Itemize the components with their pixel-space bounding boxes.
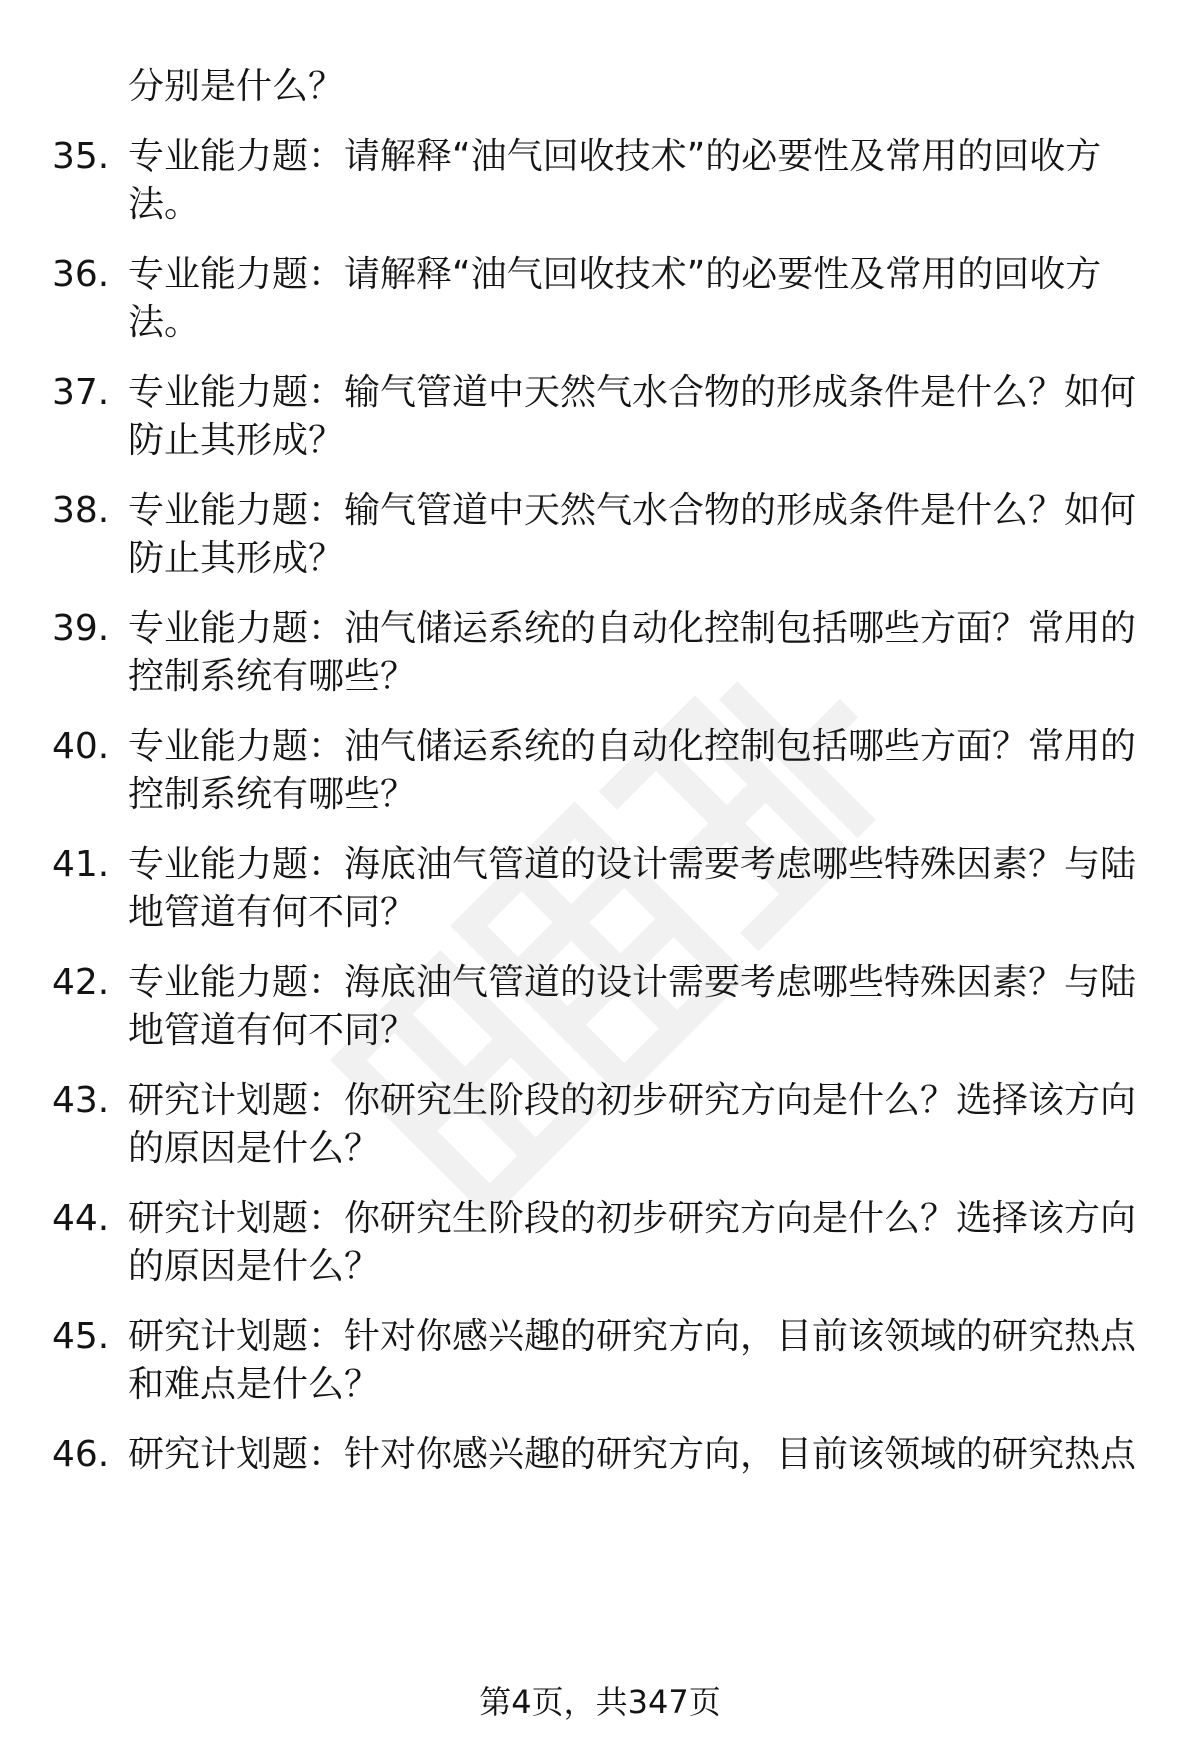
question-number: 35. bbox=[52, 136, 110, 177]
question-text-line1: 研究计划题：你研究生阶段的初步研究方向是什么？选择该方向 bbox=[128, 1080, 1137, 1121]
question-text-line1: 研究计划题：针对你感兴趣的研究方向，目前该领域的研究热点 bbox=[128, 1316, 1137, 1357]
question-number: 45. bbox=[52, 1316, 110, 1357]
question-number: 39. bbox=[52, 608, 110, 649]
question-text-line2: 控制系统有哪些？ bbox=[128, 774, 417, 815]
page-footer: 第4页，共347页 bbox=[479, 1683, 721, 1721]
question-text-line1: 专业能力题：输气管道中天然气水合物的形成条件是什么？如何 bbox=[128, 372, 1137, 413]
question-number: 41. bbox=[52, 844, 110, 885]
question-text-line2: 法。 bbox=[128, 184, 201, 225]
question-text-line1: 专业能力题：请解释“油气回收技术”的必要性及常用的回收方 bbox=[128, 136, 1102, 177]
question-number: 43. bbox=[52, 1080, 110, 1121]
question-text-line1: 研究计划题：你研究生阶段的初步研究方向是什么？选择该方向 bbox=[128, 1198, 1137, 1239]
question-text-line2: 和难点是什么？ bbox=[128, 1364, 381, 1405]
question-text-line2: 法。 bbox=[128, 302, 201, 343]
question-text-line1: 专业能力题：海底油气管道的设计需要考虑哪些特殊因素？与陆 bbox=[128, 962, 1137, 1003]
question-text-line2: 防止其形成？ bbox=[128, 420, 345, 461]
question-text-line2: 地管道有何不同？ bbox=[128, 1010, 417, 1051]
continued-text: 分别是什么？ bbox=[128, 66, 345, 107]
question-text-line2: 的原因是什么？ bbox=[128, 1246, 381, 1287]
question-number: 36. bbox=[52, 254, 110, 295]
question-number: 40. bbox=[52, 726, 110, 767]
question-text-line1: 研究计划题：针对你感兴趣的研究方向，目前该领域的研究热点 bbox=[128, 1434, 1137, 1475]
question-number: 37. bbox=[52, 372, 110, 413]
question-text-line1: 专业能力题：请解释“油气回收技术”的必要性及常用的回收方 bbox=[128, 254, 1102, 295]
question-text-line2: 防止其形成？ bbox=[128, 538, 345, 579]
question-text-line1: 专业能力题：输气管道中天然气水合物的形成条件是什么？如何 bbox=[128, 490, 1137, 531]
question-text-line1: 专业能力题：海底油气管道的设计需要考虑哪些特殊因素？与陆 bbox=[128, 844, 1137, 885]
question-number: 42. bbox=[52, 962, 110, 1003]
question-number: 44. bbox=[52, 1198, 110, 1239]
question-number: 46. bbox=[52, 1434, 110, 1475]
question-text-line2: 控制系统有哪些？ bbox=[128, 656, 417, 697]
question-text-line1: 专业能力题：油气储运系统的自动化控制包括哪些方面？常用的 bbox=[128, 608, 1137, 649]
question-text-line2: 的原因是什么？ bbox=[128, 1128, 381, 1169]
question-number: 38. bbox=[52, 490, 110, 531]
question-text-line1: 专业能力题：油气储运系统的自动化控制包括哪些方面？常用的 bbox=[128, 726, 1137, 767]
question-text-line2: 地管道有何不同？ bbox=[128, 892, 417, 933]
